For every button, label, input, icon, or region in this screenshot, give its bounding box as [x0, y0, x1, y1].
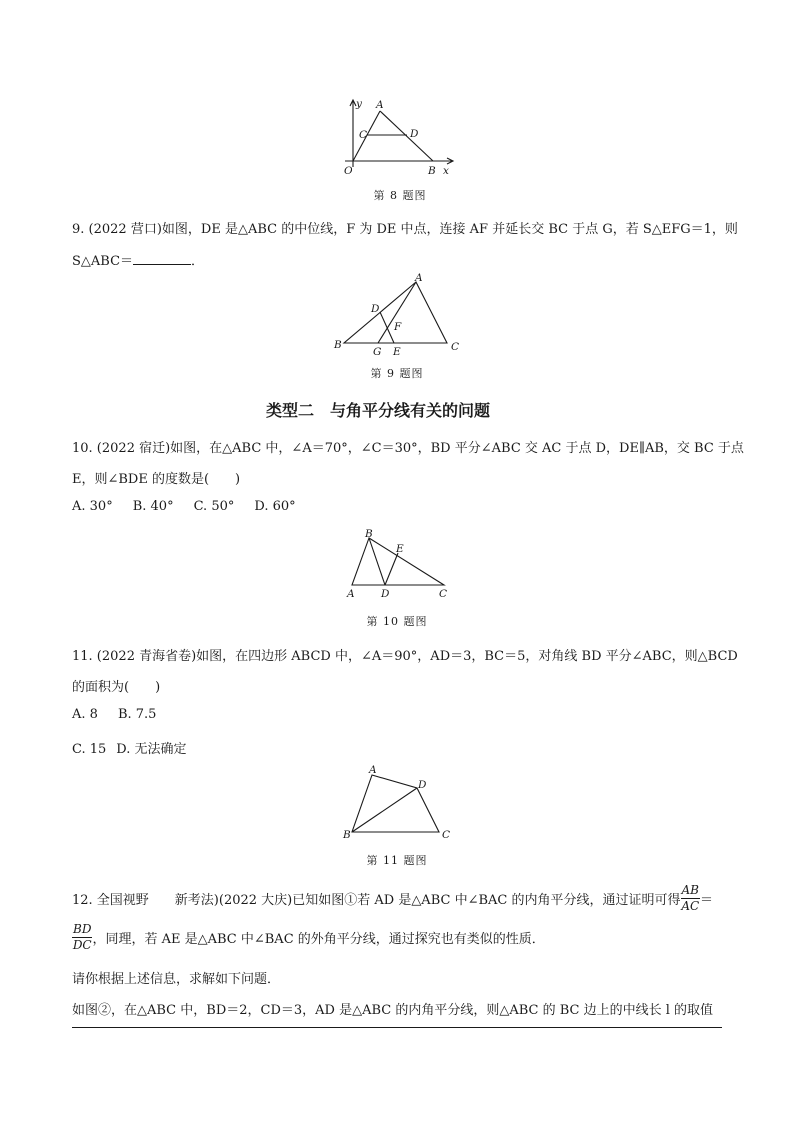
q9-text-line1: 9. (2022 营口)如图，DE 是△ABC 的中位线，F 为 DE 中点，连接 AF 并延长交 BC 于点 G，若 S△EFG＝1，则 — [72, 222, 738, 237]
diagonal-BD — [352, 788, 417, 832]
equals-sign: ＝ — [699, 892, 713, 908]
q12-line1 — [72, 880, 713, 916]
q9-answer-suffix: ． — [191, 254, 205, 269]
segment-AB — [380, 111, 433, 161]
label-A: A — [415, 272, 423, 284]
figure-q11 — [338, 762, 458, 842]
q10-options — [72, 499, 316, 514]
q10-option-d[interactable]: D. 60° — [254, 499, 296, 514]
figure-q9 — [330, 270, 465, 360]
section-title: 类型二 与角平分线有关的问题 — [266, 401, 491, 420]
label-C: C — [451, 341, 460, 353]
q9-answer-blank[interactable] — [133, 252, 191, 265]
label-x: x — [443, 165, 449, 177]
page-bottom-rule — [72, 1027, 722, 1028]
label-D: D — [418, 779, 427, 791]
label-O: O — [344, 165, 353, 177]
q10-option-c[interactable]: C. 50° — [193, 499, 235, 514]
q12-line4: 如图②，在△ABC 中，BD＝2，CD＝3，AD 是△ABC 的内角平分线，则△ABC 的 BC 边上的中线长 l 的取值 — [72, 1003, 714, 1018]
label-A: A — [347, 588, 355, 600]
triangle-ABC — [344, 282, 447, 343]
segment-DE — [385, 553, 398, 585]
fraction-ab-over-ac — [681, 883, 700, 914]
q11-options-row1 — [72, 707, 176, 722]
q11-option-c[interactable]: C. 15 — [72, 742, 107, 757]
fraction-numerator: AB — [681, 882, 699, 897]
fraction-bd-over-dc — [72, 922, 92, 953]
q11-option-b[interactable]: B. 7.5 — [117, 707, 157, 722]
segment-BD — [369, 538, 385, 585]
label-D: D — [371, 303, 380, 315]
label-B: B — [343, 829, 351, 841]
label-C: C — [359, 129, 368, 141]
caption-q9: 第 9 题图 — [370, 367, 424, 380]
figure-q10 — [343, 527, 453, 602]
q11-option-a[interactable]: A. 8 — [72, 707, 98, 722]
q10-option-a[interactable]: A. 30° — [72, 499, 113, 514]
q11-text-line2: 的面积为( ) — [72, 680, 161, 695]
q9-text-line2 — [72, 250, 204, 269]
label-D: D — [410, 128, 419, 140]
fraction-numerator: BD — [73, 921, 92, 936]
q11-option-d[interactable]: D. 无法确定 — [116, 742, 187, 757]
q10-option-b[interactable]: B. 40° — [132, 499, 174, 514]
fraction-denominator: DC — [72, 937, 92, 952]
label-E: E — [393, 346, 401, 358]
segment-DE — [380, 312, 394, 343]
label-E: E — [396, 543, 404, 555]
label-A: A — [369, 764, 377, 776]
label-B: B — [428, 165, 436, 177]
q11-options-row2 — [72, 738, 207, 757]
q11-text-line1: 11. (2022 青海省卷)如图，在四边形 ABCD 中，∠A＝90°，AD＝3，BC＝5，对角线 BD 平分∠ABC，则△BCD — [72, 649, 738, 664]
q10-text-line1: 10. (2022 宿迁)如图，在△ABC 中，∠A＝70°，∠C＝30°，BD 平分∠ABC 交 AC 于点 D，DE∥AB，交 BC 于点 — [72, 441, 744, 456]
q12-line2 — [72, 919, 545, 955]
caption-q8: 第 8 题图 — [373, 189, 427, 202]
label-F: F — [394, 321, 402, 333]
q10-text-line2: E，则∠BDE 的度数是( ) — [72, 472, 241, 487]
label-B: B — [334, 339, 342, 351]
caption-q11: 第 11 题图 — [366, 854, 428, 867]
label-C: C — [442, 829, 451, 841]
figure-q8 — [335, 95, 465, 180]
label-y: y — [356, 98, 362, 110]
q12-line1-text: 12. 全国视野 新考法)(2022 大庆)已知如图①若 AD 是△ABC 中∠BAC 的内角平分线，通过证明可得 — [72, 892, 681, 908]
q12-line2-text: ，同理，若 AE 是△ABC 中∠BAC 的外角平分线，通过探究也有类似的性质． — [92, 931, 545, 947]
label-B: B — [365, 528, 373, 540]
label-C: C — [439, 588, 448, 600]
label-G: G — [373, 346, 382, 358]
q9-answer-prefix: S△ABC＝ — [72, 254, 134, 269]
segment-AG — [378, 282, 416, 343]
label-A: A — [376, 99, 384, 111]
fraction-denominator: AC — [681, 898, 700, 913]
caption-q10: 第 10 题图 — [366, 615, 428, 628]
q12-line3: 请你根据上述信息，求解如下问题． — [72, 972, 281, 987]
label-D: D — [381, 588, 390, 600]
